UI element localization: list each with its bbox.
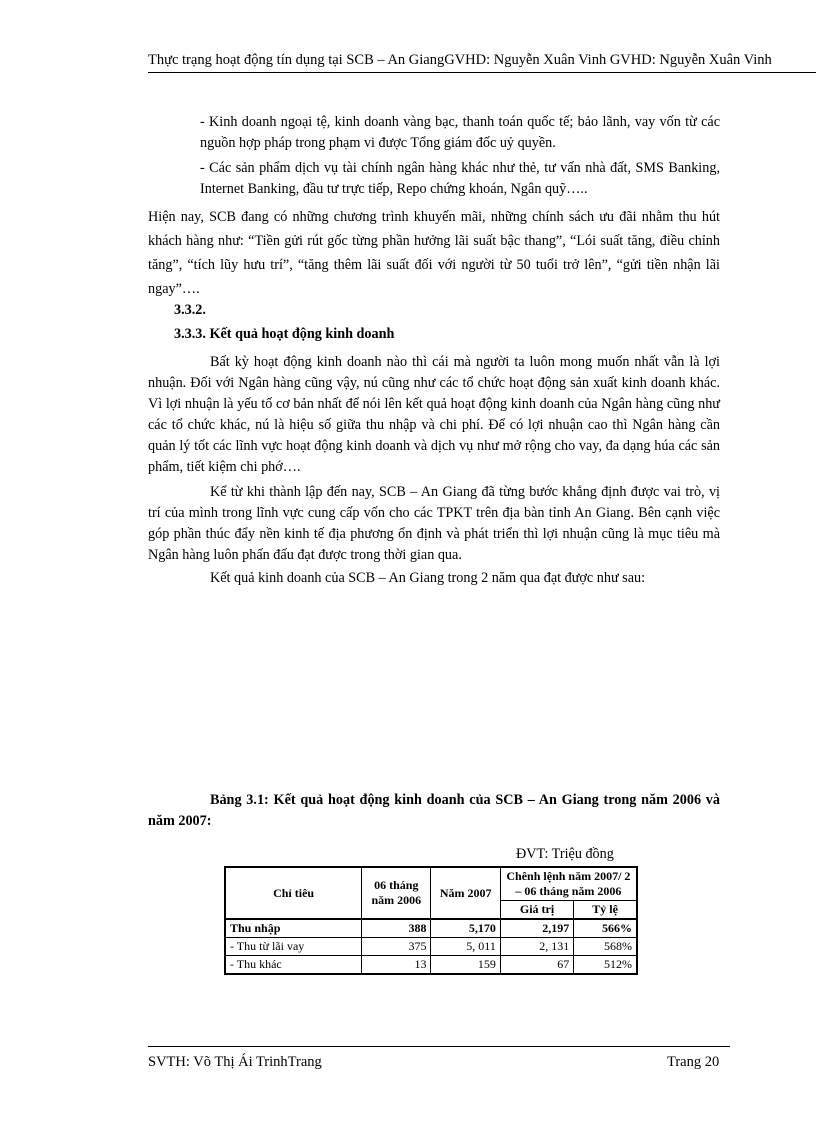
row-ratio: 512% (574, 956, 637, 975)
row-label: - Thu khác (225, 956, 362, 975)
row-label: - Thu từ lãi vay (225, 938, 362, 956)
paragraph-services-forex: - Kinh doanh ngoại tệ, kinh doanh vàng bạc, thanh toán quốc tế; bảo lãnh, vay vốn từ các nguồn hợp pháp trong phạm vi được Tổng giám đốc uỷ quyền. (200, 114, 720, 151)
footer-author: SVTH: Võ Thị Ái TrinhTrang (148, 1054, 322, 1070)
row-2006: 375 (362, 938, 431, 956)
row-label: Thu nhập (225, 919, 362, 938)
header-2007: Năm 2007 (431, 867, 500, 919)
header-indicator: Chỉ tiêu (225, 867, 362, 919)
footer-page-number: Trang 20 (667, 1054, 720, 1070)
header-difference: Chênh lệnh năm 2007/ 2 – 06 tháng năm 2006 (500, 867, 637, 901)
section-heading-3-3-3: 3.3.3. Kết quả hoạt động kinh doanh (174, 326, 395, 342)
row-2006: 388 (362, 919, 431, 938)
row-value: 2,197 (500, 919, 573, 938)
header-value: Giá trị (500, 901, 573, 920)
table-row (225, 938, 637, 956)
table-unit: ĐVT: Triệu đồng (516, 846, 614, 862)
header-ratio: Tỷ lệ (574, 901, 637, 920)
row-2006: 13 (362, 956, 431, 975)
row-ratio: 566% (574, 919, 637, 938)
paragraph-services-other: - Các sản phẩm dịch vụ tài chính ngân hàng khác như thẻ, tư vấn nhà đất, SMS Banking, Internet Banking, đầu tư trực tiếp, Repo chứng khoán, Ngân quỹ….. (200, 160, 720, 197)
row-ratio: 568% (574, 938, 637, 956)
table-row (225, 956, 637, 975)
row-2007: 5, 011 (431, 938, 500, 956)
paragraph-profit: Bất kỳ hoạt động kinh doanh nào thì cái mà người ta luôn mong muốn nhất vẫn là lợi nhuận. Đối với Ngân hàng cũng vậy, nú cũng như các tổ chức hoạt động sản xuất kinh doanh khác. Vì lợi nhuận là yếu tố cơ bản nhất để nói lên kết quả hoạt động kinh doanh của Ngân hàng cũng như các tổ chức khác, nú là hiệu số giữa thu nhập và chi phí. Để có lợi nhuận cao thì Ngân hàng cần quản lý tốt các lĩnh vực hoạt động kinh doanh và dịch vụ như mở rộng cho vay, đa dạng húa các sản phẩm, tiết kiệm chi phớ…. (148, 354, 720, 475)
business-results-table (224, 866, 638, 975)
paragraph-history: Kể từ khi thành lập đến nay, SCB – An Giang đã từng bước khẳng định được vai trò, vị trí của mình trong lĩnh vực cung cấp vốn cho các TPKT trên địa bàn tỉnh An Giang. Bên cạnh việc góp phần thúc đẩy nền kinh tế địa phương ổn định và phát triển thì lợi nhuận cũng là mục tiêu mà Ngân hàng luôn phấn đấu đạt được trong thời gian qua. (148, 484, 720, 563)
row-2007: 159 (431, 956, 500, 975)
page-header: Thực trạng hoạt động tín dụng tại SCB – An GiangGVHD: Nguyễn Xuân Vinh GVHD: Nguyễn Xuân Vinh (148, 50, 816, 73)
row-value: 2, 131 (500, 938, 573, 956)
table-caption: Bảng 3.1: Kết quả hoạt động kinh doanh của SCB – An Giang trong năm 2006 và năm 2007: (148, 792, 720, 829)
row-2007: 5,170 (431, 919, 500, 938)
row-value: 67 (500, 956, 573, 975)
table-row (225, 919, 637, 938)
paragraph-results-intro: Kết quả kinh doanh của SCB – An Giang trong 2 năm qua đạt được như sau: (210, 570, 646, 586)
header-2006: 06 tháng năm 2006 (362, 867, 431, 919)
section-heading-3-3-2: 3.3.2. (174, 302, 206, 318)
footer-divider (148, 1046, 730, 1047)
paragraph-promotions: Hiện nay, SCB đang có những chương trình khuyến mãi, những chính sách ưu đãi nhằm thu hút khách hàng như: “Tiền gửi rút gốc từng phần hưởng lãi suất bậc thang”, “Lói suất tăng, điều chỉnh tăng”, “tích lũy hưu trí”, “tăng thêm lãi suất đối với người từ 50 tuổi trở lên”, “gửi tiền nhận lãi ngay”…. (148, 209, 720, 297)
